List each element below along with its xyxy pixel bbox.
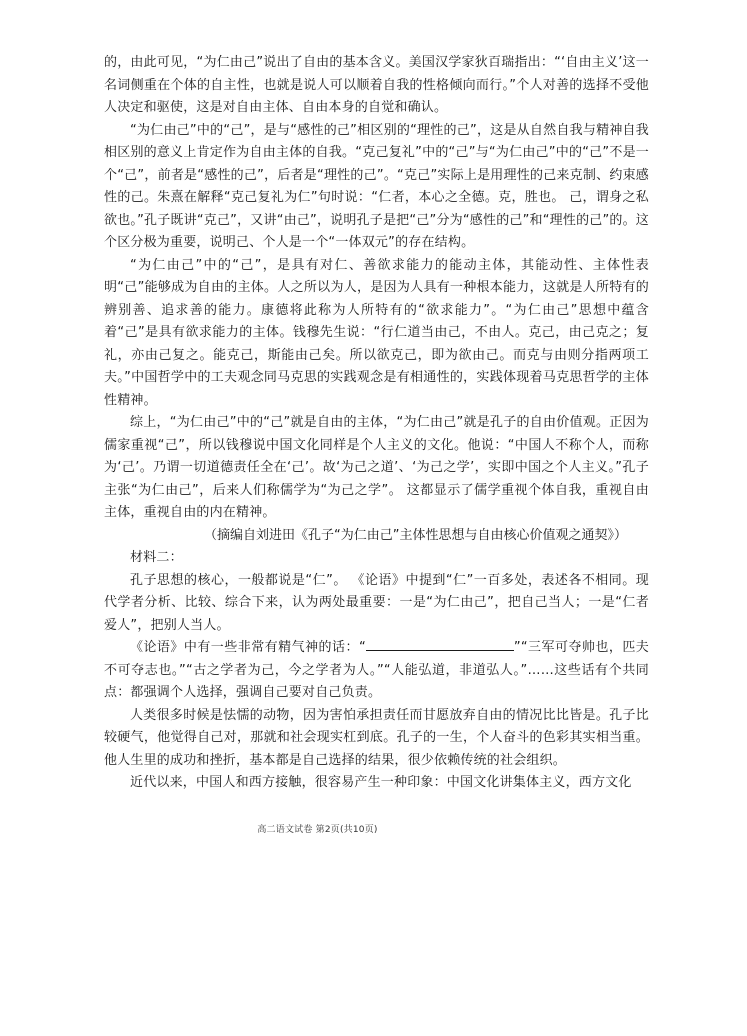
material-two-label: 材料二： <box>130 550 183 565</box>
body-paragraph-2: “为仁由己”中的“己”，是与“感性的己”相区别的“理性的己”，这是从自然自我与精神自我相区别的意义上肯定作为自由主体的自我。“克己复礼”中的“己”与“为仁由己”中的“己”不是一个“己”，前者是“感性的己”，后者是“理性的己”。“克己”实际上是用理性的己来克制、约束感性的己。朱熹在解释“克己复礼为仁”句时说：“仁者，本心之全德。克，胜也。 己，谓身之私欲也。”孔子既讲“克己”，又讲“由己”，说明孔子是把“己”分为“感性的己”和“理性的己”的。这个区分极为重要，说明己、个人是一个“一体双元”的存在结构。 <box>104 122 649 250</box>
body-paragraph-3: “为仁由己”中的“己”，是具有对仁、善欲求能力的能动主体，其能动性、主体性表明“己”能够成为自由的主体。人之所以为人，是因为人具有一种根本能力，这就是人所特有的辨别善、追求善的能力。康德将此称为人所特有的“欲求能力”。“为仁由己”思想中蕴含着“己”是具有欲求能力的主体。钱穆先生说：“行仁道当由己，不由人。克己，由己克之；复礼，亦由己复之。能克己，斯能由己矣。所以欲克己，即为欲由己。而克与由则分指两项工夫。”中国哲学中的工夫观念同马克思的实践观念是有相通性的，实践体现着马克思哲学的主体性精神。 <box>104 257 649 408</box>
body-paragraph-4: 综上，“为仁由己”中的“己”就是自由的主体，“为仁由己”就是孔子的自由价值观。正因为儒家重视“己”，所以钱穆说中国文化同样是个人主义的文化。他说：“中国人不称个人，而称为‘己’。乃谓一切道德责任全在‘己’。故‘为己之道’、‘为己之学’，实即中国之个人主义。”孔子主张“为仁由己”，后来人们称儒学为“为己之学”。 这都显示了儒学重视个体自我，重视自由主体，重视自由的内在精神。 <box>104 415 649 520</box>
page-footer <box>0 822 747 835</box>
source-citation: （摘编自刘进田《孔子“为仁由己”主体性思想与自由核心价值观之通契》） <box>204 527 627 543</box>
fill-in-blank[interactable] <box>366 638 514 651</box>
page-footer-text: 高二语文试卷 第2页(共10页) <box>257 825 378 835</box>
document-page <box>104 52 649 795</box>
body-paragraph-7: 人类很多时候是怯懦的动物，因为害怕承担责任而甘愿放弃自由的情况比比皆是。孔子比较硬气，他觉得自己对，那就和社会现实杠到底。孔子的一生，个人奋斗的色彩其实相当重。他人生里的成功和挫折，基本都是自己选择的结果，很少依赖传统的社会组织。 <box>104 707 649 768</box>
body-paragraph-8: 近代以来，中国人和西方接触，很容易产生一种印象：中国文化讲集体主义，西方文化 <box>130 775 632 790</box>
body-paragraph-6-with-blank <box>104 637 649 705</box>
body-paragraph-1: 的，由此可见，“为仁由己”说出了自由的基本含义。美国汉学家狄百瑞指出：“‘自由主义’这一名词侧重在个体的自主性，也就是说人可以顺着自我的性格倾向而行。”个人对善的选择不受他人决定和驱使，这是对自由主体、自由本身的自觉和确认。 <box>104 55 649 115</box>
quote-lead-text: 《论语》中有一些非常有精气神的话：“ <box>130 640 366 655</box>
body-paragraph-5: 孔子思想的核心，一般都说是“仁”。 《论语》中提到“仁”一百多处，表述各不相同。现代学者分析、比较、综合下来，认为两处最重要：一是“为仁由己”，把自己当人；一是“仁者爱人”，把别人当人。 <box>104 572 649 633</box>
quote-trail-text: ”“三军可夺帅也，匹夫不可夺志也。”“古之学者为己，今之学者为人。”“人能弘道，非道弘人。”……这些话有个共同点：都强调个人选择，强调自己要对自己负责。 <box>104 640 649 700</box>
